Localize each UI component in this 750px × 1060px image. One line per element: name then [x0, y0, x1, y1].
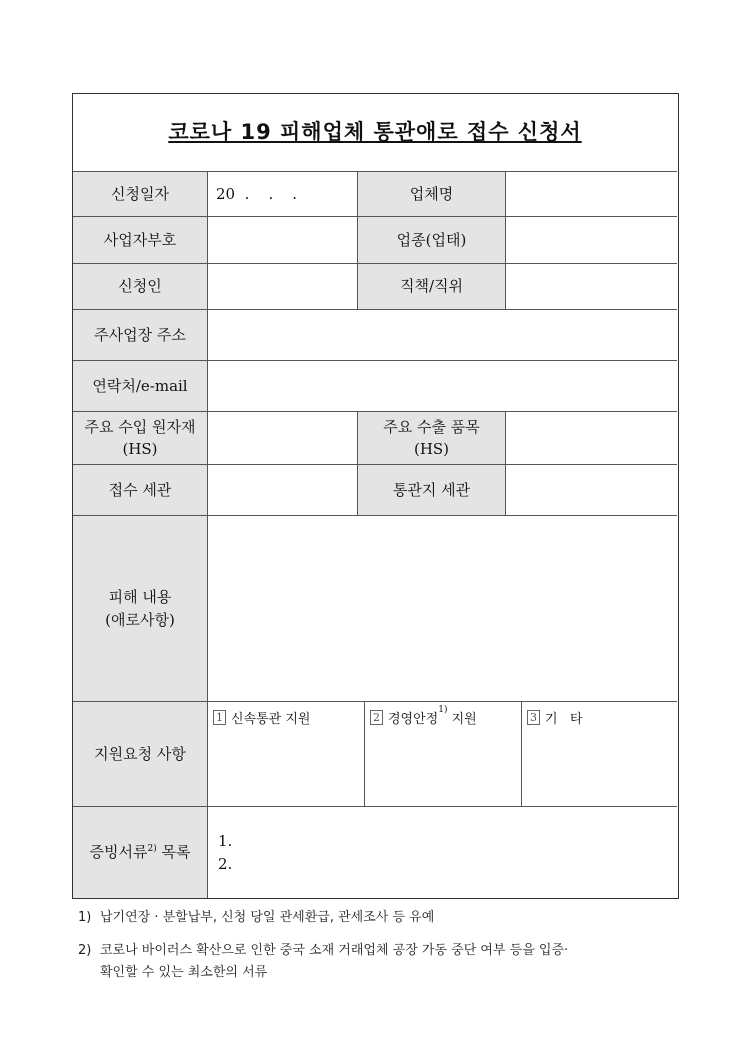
- biz-no-field[interactable]: [208, 217, 358, 264]
- date-label: 신청일자: [111, 184, 169, 203]
- position-field[interactable]: [506, 264, 677, 310]
- export-field[interactable]: [506, 412, 677, 465]
- damage-label-line2: (애로사항): [105, 610, 175, 629]
- address-field[interactable]: [208, 310, 677, 361]
- footnote-1-num: 1): [78, 910, 92, 925]
- industry-field[interactable]: [506, 217, 677, 264]
- docs-item-1: 1.: [218, 832, 233, 850]
- company-label-cell: [358, 172, 506, 217]
- footnote-2-num: 2): [78, 943, 92, 958]
- clearance-field[interactable]: [506, 465, 677, 516]
- import-field[interactable]: [208, 412, 358, 465]
- option-1-label: 신속통관 지원: [231, 712, 311, 727]
- footnote-2-text-cont: 확인할 수 있는 최소한의 서류: [100, 965, 268, 980]
- applicant-label: 신청인: [118, 277, 162, 296]
- biz-no-label: 사업자부호: [103, 230, 177, 249]
- date-label-cell: [73, 172, 208, 217]
- applicant-label-cell: [73, 264, 208, 310]
- support-option-3[interactable]: [522, 702, 677, 807]
- footnote-2: [78, 940, 568, 984]
- company-label: 업체명: [409, 184, 454, 203]
- application-form: [72, 93, 679, 899]
- export-label-line2: (HS): [413, 440, 450, 458]
- footnote-1: [78, 907, 434, 929]
- contact-label-cell: [73, 361, 208, 412]
- form-title: 코로나 19 피해업체 통관애로 접수 신청서: [168, 119, 582, 144]
- customs-field[interactable]: [208, 465, 358, 516]
- damage-label-line1: 피해 내용: [108, 588, 172, 606]
- export-label-cell: [358, 412, 506, 465]
- docs-item-2: 2.: [218, 854, 233, 873]
- contact-label: 연락처/e-mail: [92, 376, 188, 395]
- contact-field[interactable]: [208, 361, 677, 412]
- option-2-label-after: 지원: [447, 712, 477, 727]
- option-1-checkbox[interactable]: 1: [213, 710, 226, 725]
- position-label: 직책/직위: [399, 277, 463, 296]
- footnote-1-text: 납기연장 · 분할납부, 신청 당일 관세환급, 관세조사 등 유예: [100, 910, 435, 925]
- customs-label-cell: [73, 465, 208, 516]
- position-label-cell: [358, 264, 506, 310]
- support-label: 지원요청 사항: [94, 744, 186, 763]
- docs-label: 증빙서류$^{2)}$ 목록: [89, 843, 191, 862]
- applicant-field[interactable]: [208, 264, 358, 310]
- option-2-checkbox[interactable]: 2: [370, 710, 383, 725]
- clearance-label: 통관지 세관: [392, 480, 471, 499]
- import-label-line1: 주요 수입 원자재: [84, 417, 196, 436]
- clearance-label-cell: [358, 465, 506, 516]
- date-value: 20 . . .: [216, 184, 298, 203]
- damage-label-cell: [73, 516, 208, 702]
- biz-no-label-cell: [73, 217, 208, 264]
- customs-label: 접수 세관: [108, 480, 172, 499]
- docs-field[interactable]: [208, 807, 677, 898]
- option-3-checkbox[interactable]: 3: [527, 710, 540, 725]
- docs-footnote-ref: 2): [147, 844, 157, 855]
- address-label: 주사업장 주소: [94, 325, 186, 344]
- support-label-cell: [73, 702, 208, 807]
- export-label-line1: 주요 수출 품목: [383, 417, 480, 436]
- damage-field[interactable]: [208, 516, 677, 702]
- docs-label-cell: [73, 807, 208, 898]
- footnote-2-text: 코로나 바이러스 확산으로 인한 중국 소재 거래업체 공장 가동 중단 여부 등을 입증·: [100, 943, 569, 958]
- import-label-cell: [73, 412, 208, 465]
- option-3-label: 기 타: [545, 712, 583, 727]
- company-field[interactable]: [506, 172, 677, 217]
- support-option-1[interactable]: [208, 702, 365, 807]
- address-label-cell: [73, 310, 208, 361]
- industry-label-cell: [358, 217, 506, 264]
- date-field[interactable]: [208, 172, 358, 217]
- import-label-line2: (HS): [122, 440, 158, 458]
- support-option-2[interactable]: 2 경영안정 1) 지원: [365, 702, 522, 807]
- option-2-label: 경영안정: [388, 712, 439, 727]
- title-row: [73, 94, 677, 172]
- industry-label: 업종(업태): [396, 230, 467, 249]
